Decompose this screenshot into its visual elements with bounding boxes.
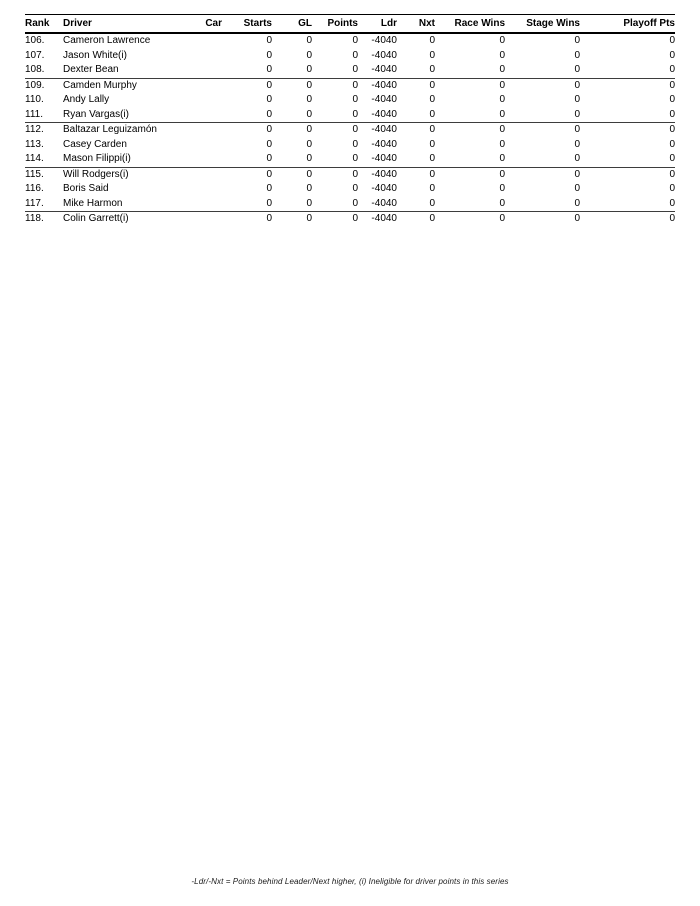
column-header-playoff-pts: Playoff Pts: [580, 15, 675, 34]
cell-playoff-pts: 0: [669, 168, 675, 180]
cell-stage-wins: 0: [505, 108, 580, 123]
column-header-gl: GL: [272, 15, 312, 34]
cell-rank: 111.: [25, 108, 63, 123]
cell-race-wins: 0: [499, 49, 505, 61]
table-row: [25, 93, 675, 108]
cell-points: 0: [352, 94, 358, 105]
cell-car: [180, 93, 222, 108]
cell-points: 0: [352, 124, 358, 135]
cell-points: 0: [352, 168, 358, 180]
cell-playoff-pts: 0: [669, 49, 675, 61]
cell-gl: 0: [272, 108, 312, 123]
cell-car: [180, 152, 222, 167]
cell-car: [180, 182, 222, 197]
cell-driver: Andy Lally: [63, 94, 110, 105]
cell-ldr: -4040: [371, 183, 397, 194]
cell-car: [180, 167, 222, 182]
cell-stage-wins: 0: [574, 213, 580, 224]
cell-starts: 0: [266, 138, 272, 150]
cell-playoff-pts: 0: [580, 63, 675, 78]
column-header-nxt: Nxt: [397, 15, 435, 34]
cell-starts: 0: [266, 183, 272, 194]
cell-points: 0: [312, 108, 358, 123]
cell-car: [180, 49, 222, 64]
cell-ldr: -4040: [371, 35, 397, 46]
cell-gl: 0: [306, 183, 312, 194]
table-row: [25, 78, 675, 93]
cell-rank: 115.: [25, 168, 44, 180]
cell-starts: 0: [266, 94, 272, 105]
cell-race-wins: 0: [499, 183, 505, 194]
cell-ldr: -4040: [371, 79, 397, 91]
cell-driver: Casey Carden: [63, 138, 127, 150]
cell-driver: Colin Garrett(i): [63, 213, 129, 224]
cell-stage-wins: 0: [574, 124, 580, 135]
cell-gl: 0: [306, 168, 312, 180]
cell-points: 0: [312, 63, 358, 78]
cell-nxt: 0: [429, 213, 435, 224]
cell-playoff-pts: 0: [669, 35, 675, 46]
cell-gl: 0: [306, 124, 312, 135]
cell-points: 0: [352, 183, 358, 194]
cell-ldr: -4040: [371, 138, 397, 150]
cell-starts: 0: [266, 35, 272, 46]
cell-stage-wins: 0: [505, 63, 580, 78]
cell-points: 0: [352, 79, 358, 91]
cell-playoff-pts: 0: [669, 124, 675, 135]
cell-race-wins: 0: [435, 197, 505, 212]
column-header-ldr: Ldr: [358, 15, 397, 34]
table-row: [25, 182, 675, 197]
cell-starts: 0: [222, 108, 272, 123]
cell-gl: 0: [306, 79, 312, 91]
cell-gl: 0: [306, 138, 312, 150]
cell-car: [180, 108, 222, 123]
cell-ldr: -4040: [371, 94, 397, 105]
cell-playoff-pts: 0: [580, 108, 675, 123]
cell-playoff-pts: 0: [580, 197, 675, 212]
table-row: [25, 63, 675, 78]
cell-rank: 110.: [25, 94, 44, 105]
cell-playoff-pts: 0: [669, 213, 675, 224]
cell-rank: 114.: [25, 152, 63, 167]
cell-stage-wins: 0: [505, 152, 580, 167]
cell-ldr: -4040: [358, 63, 397, 78]
cell-driver: Cameron Lawrence: [63, 35, 151, 46]
cell-rank: 117.: [25, 197, 63, 212]
cell-rank: 112.: [25, 124, 44, 135]
cell-ldr: -4040: [371, 49, 397, 61]
table-row: [25, 138, 675, 153]
cell-starts: 0: [222, 197, 272, 212]
cell-gl: 0: [272, 197, 312, 212]
table-row: [25, 49, 675, 64]
cell-starts: 0: [266, 49, 272, 61]
cell-driver: Will Rodgers(i): [63, 168, 129, 180]
table-row: [25, 152, 675, 167]
column-header-points: Points: [312, 15, 358, 34]
column-header-stage-wins: Stage Wins: [505, 15, 580, 34]
cell-driver: Boris Said: [63, 183, 109, 194]
cell-starts: 0: [222, 63, 272, 78]
cell-ldr: -4040: [358, 152, 397, 167]
cell-ldr: -4040: [358, 197, 397, 212]
cell-nxt: 0: [429, 183, 435, 194]
cell-nxt: 0: [429, 79, 435, 91]
cell-stage-wins: 0: [574, 168, 580, 180]
cell-gl: 0: [306, 49, 312, 61]
cell-rank: 106.: [25, 35, 45, 46]
cell-driver: Mike Harmon: [63, 197, 180, 212]
cell-starts: 0: [266, 79, 272, 91]
cell-playoff-pts: 0: [669, 79, 675, 91]
cell-car: [180, 33, 222, 49]
table-row: [25, 212, 675, 227]
cell-race-wins: 0: [499, 79, 505, 91]
cell-driver: Jason White(i): [63, 49, 127, 61]
column-header-driver: Driver: [63, 15, 180, 34]
cell-ldr: -4040: [371, 168, 397, 180]
cell-race-wins: 0: [499, 94, 505, 105]
cell-rank: 118.: [25, 213, 44, 224]
cell-driver: Ryan Vargas(i): [63, 108, 180, 123]
cell-nxt: 0: [429, 94, 435, 105]
cell-playoff-pts: 0: [669, 94, 675, 105]
cell-nxt: 0: [397, 152, 435, 167]
cell-stage-wins: 0: [574, 35, 580, 46]
cell-stage-wins: 0: [505, 197, 580, 212]
cell-race-wins: 0: [499, 124, 505, 135]
cell-points: 0: [352, 49, 358, 61]
cell-race-wins: 0: [499, 35, 505, 46]
cell-car: [180, 138, 222, 153]
cell-playoff-pts: 0: [669, 138, 675, 150]
cell-race-wins: 0: [435, 63, 505, 78]
cell-starts: 0: [222, 152, 272, 167]
cell-points: 0: [312, 197, 358, 212]
cell-nxt: 0: [397, 63, 435, 78]
cell-stage-wins: 0: [574, 138, 580, 150]
cell-race-wins: 0: [435, 108, 505, 123]
cell-points: 0: [352, 138, 358, 150]
cell-gl: 0: [306, 35, 312, 46]
cell-race-wins: 0: [499, 168, 505, 180]
cell-nxt: 0: [429, 138, 435, 150]
cell-driver: Mason Filippi(i): [63, 152, 180, 167]
cell-rank: 108.: [25, 63, 63, 78]
cell-points: 0: [352, 35, 358, 46]
cell-gl: 0: [272, 152, 312, 167]
cell-rank: 107.: [25, 49, 45, 61]
standings-table: [25, 14, 675, 227]
cell-playoff-pts: 0: [580, 152, 675, 167]
cell-starts: 0: [266, 124, 272, 135]
header-row: [25, 15, 675, 34]
cell-race-wins: 0: [499, 138, 505, 150]
table-row: [25, 197, 675, 212]
cell-ldr: -4040: [371, 213, 397, 224]
cell-gl: 0: [306, 94, 312, 105]
cell-stage-wins: 0: [574, 79, 580, 91]
cell-nxt: 0: [429, 49, 435, 61]
cell-gl: 0: [272, 63, 312, 78]
cell-stage-wins: 0: [574, 94, 580, 105]
cell-car: [180, 63, 222, 78]
cell-driver: Camden Murphy: [63, 79, 137, 91]
table-row: [25, 123, 675, 138]
table-row: [25, 108, 675, 123]
cell-nxt: 0: [429, 168, 435, 180]
cell-stage-wins: 0: [574, 49, 580, 61]
standings-table-header: [25, 15, 675, 34]
cell-points: 0: [312, 152, 358, 167]
cell-nxt: 0: [397, 197, 435, 212]
cell-rank: 116.: [25, 183, 44, 194]
cell-starts: 0: [266, 213, 272, 224]
table-row: [25, 33, 675, 49]
cell-gl: 0: [306, 213, 312, 224]
cell-nxt: 0: [429, 35, 435, 46]
cell-race-wins: 0: [435, 152, 505, 167]
cell-car: [180, 123, 222, 138]
column-header-race-wins: Race Wins: [435, 15, 505, 34]
cell-car: [180, 212, 222, 227]
cell-driver: Dexter Bean: [63, 63, 180, 78]
cell-car: [180, 78, 222, 93]
cell-playoff-pts: 0: [669, 183, 675, 194]
cell-car: [180, 197, 222, 212]
cell-rank: 109.: [25, 79, 45, 91]
cell-race-wins: 0: [499, 213, 505, 224]
cell-stage-wins: 0: [574, 183, 580, 194]
cell-starts: 0: [266, 168, 272, 180]
footnote: -Ldr/-Nxt = Points behind Leader/Next higher, (i) Ineligible for driver points in this series: [191, 877, 509, 886]
cell-nxt: 0: [429, 124, 435, 135]
cell-ldr: -4040: [371, 124, 397, 135]
cell-driver: Baltazar Leguizamón: [63, 124, 157, 135]
column-header-rank: Rank: [25, 15, 63, 34]
column-header-starts: Starts: [222, 15, 272, 34]
column-header-car: Car: [180, 15, 222, 34]
cell-points: 0: [352, 213, 358, 224]
cell-ldr: -4040: [358, 108, 397, 123]
cell-nxt: 0: [397, 108, 435, 123]
standings-table-body: [25, 33, 675, 227]
table-row: [25, 167, 675, 182]
cell-rank: 113.: [25, 138, 44, 150]
